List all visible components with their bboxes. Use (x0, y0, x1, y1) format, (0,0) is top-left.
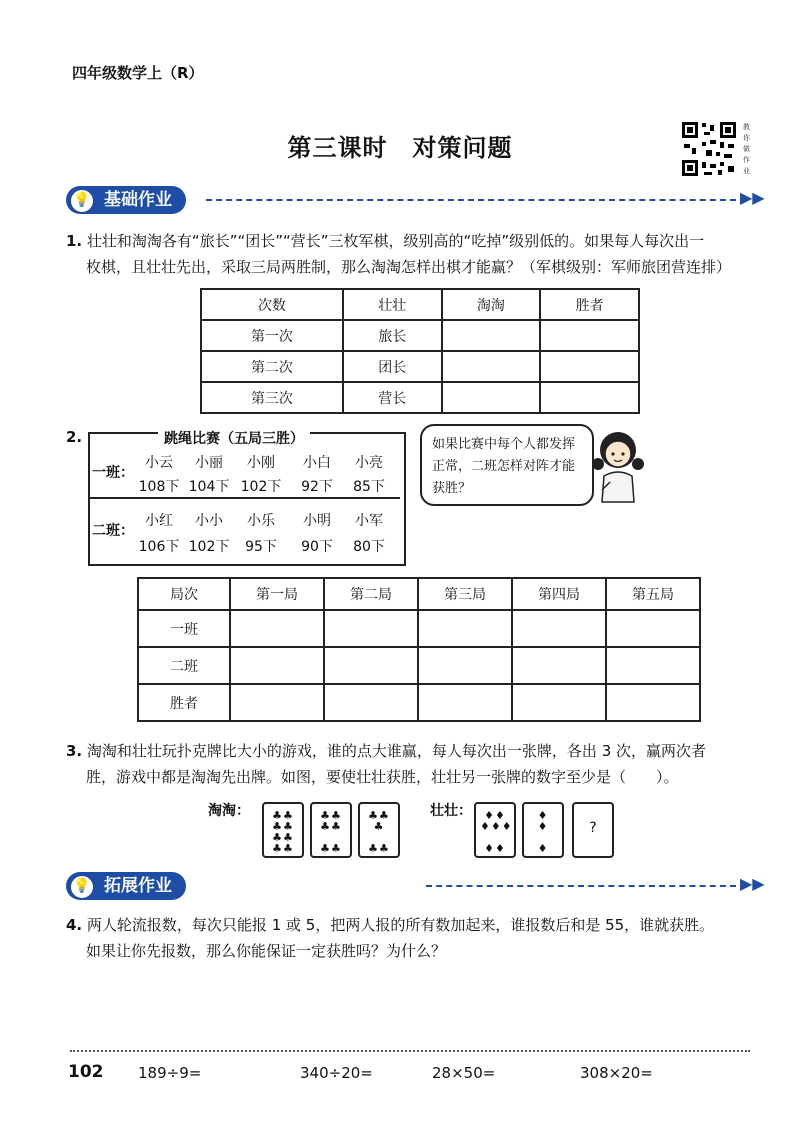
lightbulb-icon: 💡 (70, 189, 94, 213)
class1-score: 104下 (188, 479, 230, 495)
q2-answer-cell[interactable] (512, 610, 606, 647)
q2-answer-cell[interactable] (606, 684, 700, 721)
qr-caption: 教你做作业 (743, 123, 750, 175)
club-pips-icon: ♣♣ ♣ ♣♣ (368, 809, 390, 855)
section-basic-label: 💡 基础作业 (66, 186, 186, 214)
q1-header-cell: 次数 (201, 289, 343, 320)
question-1: 1. 壮壮和淘淘各有“旅长”“团长”“营长”三枚军棋，级别高的“吃掉”级别低的。如果每人每次出一 枚棋，且壮壮先出，采取三局两胜制，那么淘淘怎样出棋才能赢？（军棋级别：军师旅团营连排） (66, 232, 732, 276)
playing-card-club-5[interactable] (358, 802, 400, 858)
q2-answer-cell[interactable] (418, 684, 512, 721)
class1-name: 小亮 (355, 455, 383, 471)
double-arrow-icon: ▶▶ (740, 874, 765, 893)
mental-math-exercise: 308×20= (580, 1064, 653, 1082)
q1-answer-cell[interactable] (540, 351, 639, 382)
q2-header-cell: 第一局 (230, 578, 324, 610)
section-extended-label: 💡 拓展作业 (66, 872, 186, 900)
taotao-label: 淘淘： (208, 803, 250, 819)
class1-label: 一班： (92, 465, 134, 481)
qr-code-icon[interactable] (680, 120, 738, 178)
q2-answer-cell[interactable] (606, 610, 700, 647)
class1-name: 小云 (145, 455, 173, 471)
q2-answer-cell[interactable] (512, 684, 606, 721)
class2-label: 二班： (92, 523, 134, 539)
section-basic (66, 186, 765, 214)
lightbulb-icon: 💡 (70, 875, 94, 899)
diamond-pips-icon: ♦♦ ♦♦♦ ♦♦ (480, 809, 513, 855)
q2-header-cell: 第三局 (418, 578, 512, 610)
class2-score: 106下 (138, 539, 180, 555)
scoreboard-divider (90, 497, 400, 499)
playing-card-club-8[interactable] (262, 802, 304, 858)
dashed-divider (426, 885, 736, 887)
class1-name: 小白 (303, 455, 331, 471)
class2-score: 90下 (301, 539, 333, 555)
club-pips-icon: ♣♣ ♣♣ ♣♣ ♣♣ (272, 809, 294, 855)
q2-answer-cell[interactable] (418, 647, 512, 684)
class2-score: 102下 (188, 539, 230, 555)
class2-name: 小乐 (247, 513, 275, 529)
q2-answer-cell[interactable] (512, 647, 606, 684)
q1-header-cell: 淘淘 (442, 289, 541, 320)
q2-row-label: 胜者 (138, 684, 230, 721)
q1-cell: 团长 (343, 351, 442, 382)
q1-answer-cell[interactable] (442, 320, 541, 351)
double-arrow-icon: ▶▶ (740, 188, 765, 207)
playing-card-club-6[interactable] (310, 802, 352, 858)
unknown-card[interactable] (572, 802, 614, 858)
playing-card-diamond-7[interactable] (474, 802, 516, 858)
q2-header-cell: 局次 (138, 578, 230, 610)
q2-header-cell: 第五局 (606, 578, 700, 610)
zhuangzhuang-label: 壮壮： (430, 803, 472, 819)
class1-name: 小丽 (195, 455, 223, 471)
q1-answer-cell[interactable] (540, 320, 639, 351)
class2-name: 小军 (355, 513, 383, 529)
class2-name: 小明 (303, 513, 331, 529)
class2-name: 小红 (145, 513, 173, 529)
footer-divider (70, 1050, 750, 1052)
q2-header-cell: 第四局 (512, 578, 606, 610)
class2-score: 80下 (353, 539, 385, 555)
q4-answer-area[interactable] (86, 970, 746, 1040)
class1-score: 108下 (138, 479, 180, 495)
q1-cell: 第三次 (201, 382, 343, 413)
q1-cell: 第一次 (201, 320, 343, 351)
girl-illustration-icon (588, 424, 652, 504)
q2-header-cell: 第二局 (324, 578, 418, 610)
section-extended (66, 872, 765, 900)
mental-math-exercise: 28×50= (432, 1064, 496, 1082)
q2-answer-cell[interactable] (230, 647, 324, 684)
dashed-divider (206, 199, 736, 201)
class1-name: 小刚 (247, 455, 275, 471)
q2-answer-cell[interactable] (418, 610, 512, 647)
club-pips-icon: ♣♣ ♣♣ ♣♣ (320, 809, 342, 855)
q1-cell: 第二次 (201, 351, 343, 382)
q2-row-label: 二班 (138, 647, 230, 684)
scoreboard-caption: 跳绳比赛（五局三胜） (158, 428, 310, 448)
q2-answer-cell[interactable] (606, 647, 700, 684)
class1-score: 85下 (353, 479, 385, 495)
q2-answer-cell[interactable] (324, 684, 418, 721)
unknown-card-mark: ? (589, 820, 597, 836)
q2-answer-cell[interactable] (324, 647, 418, 684)
diamond-pips-icon: ♦ ♦ ♦ (537, 809, 549, 855)
q1-header-cell: 胜者 (540, 289, 639, 320)
q1-header-cell: 壮壮 (343, 289, 442, 320)
question-2-number: 2. (66, 428, 83, 446)
q1-answer-cell[interactable] (540, 382, 639, 413)
playing-card-diamond-4[interactable] (522, 802, 564, 858)
speech-bubble-text: 如果比赛中每个人都发挥正常，二班怎样对阵才能获胜？ (432, 437, 576, 496)
q2-table (137, 577, 701, 722)
question-3: 3. 淘淘和壮壮玩扑克牌比大小的游戏，谁的点大谁赢，每人每次出一张牌，各出 3 次，赢两次者 胜，游戏中都是淘淘先出牌。如图，要使壮壮获胜，壮壮另一张牌的数字至少是（ ）。 (66, 742, 707, 786)
page-number: 102 (68, 1062, 104, 1082)
class2-name: 小小 (195, 513, 223, 529)
mental-math-exercise: 340÷20= (300, 1064, 373, 1082)
class1-score: 102下 (240, 479, 282, 495)
q1-answer-cell[interactable] (442, 382, 541, 413)
page-title: 第三课时 对策问题 (287, 134, 513, 162)
q2-answer-cell[interactable] (230, 610, 324, 647)
q2-answer-cell[interactable] (230, 684, 324, 721)
q2-row-label: 一班 (138, 610, 230, 647)
mental-math-exercise: 189÷9= (138, 1064, 202, 1082)
book-header: 四年级数学上（R） (72, 64, 204, 82)
q1-table (200, 288, 640, 414)
q1-cell: 旅长 (343, 320, 442, 351)
class2-score: 95下 (245, 539, 277, 555)
question-4: 4. 两人轮流报数，每次只能报 1 或 5，把两人报的所有数加起来，谁报数后和是 55，谁就获胜。 如果让你先报数，那么你能保证一定获胜吗？为什么？ (66, 916, 715, 960)
q1-answer-cell[interactable] (442, 351, 541, 382)
class1-score: 92下 (301, 479, 333, 495)
q1-cell: 营长 (343, 382, 442, 413)
q2-answer-cell[interactable] (324, 610, 418, 647)
